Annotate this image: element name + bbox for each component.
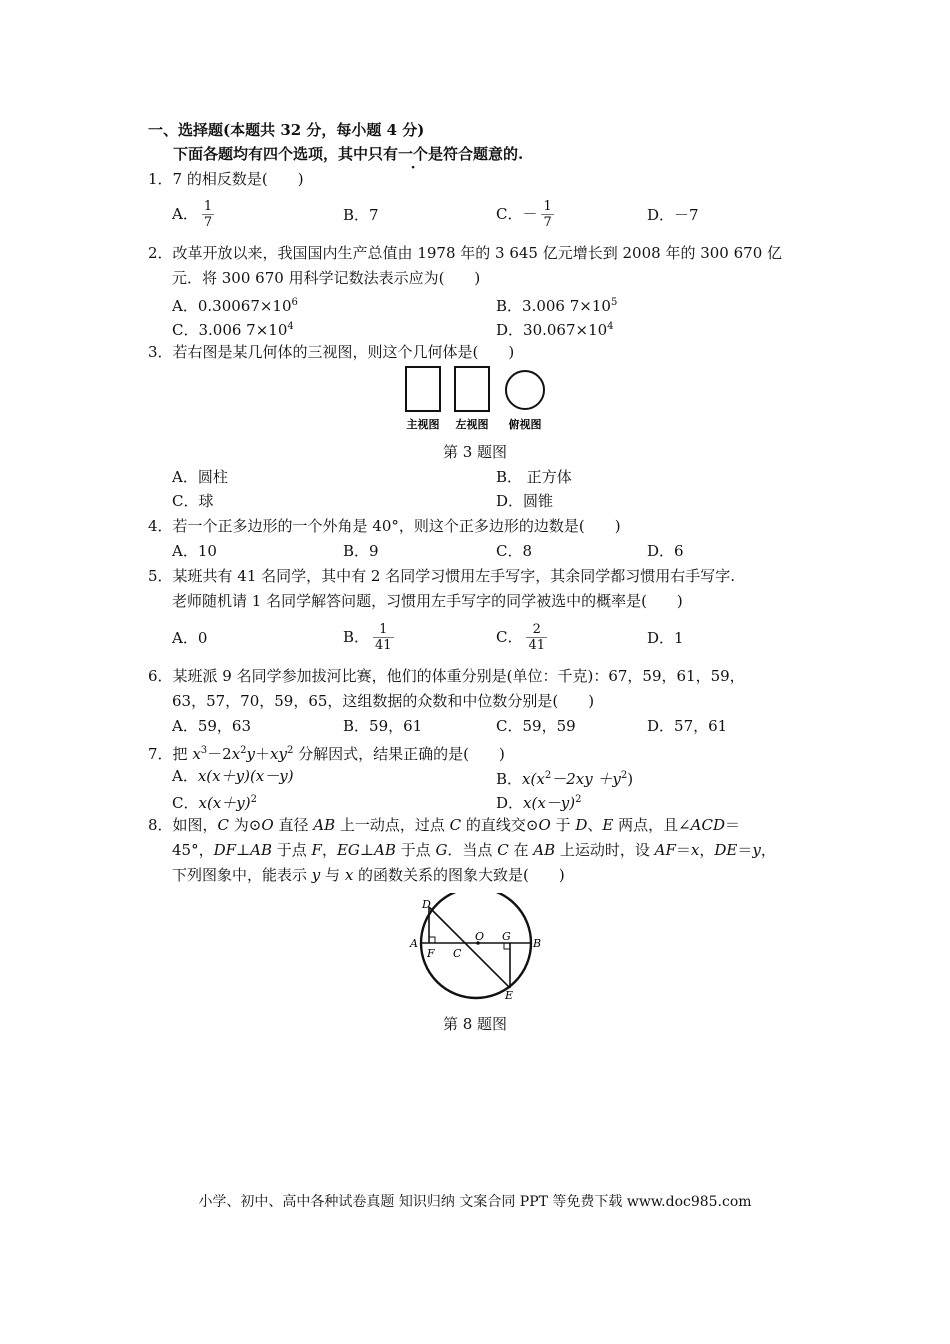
q1-option-d: D．－7	[647, 206, 699, 224]
q5-b-den: 41	[375, 638, 392, 653]
q8-l2-DF: DF	[213, 841, 237, 859]
top-view-label: 俯视图	[508, 418, 542, 431]
q7-var-x: x	[192, 745, 201, 763]
q5-c-label: C．	[496, 628, 523, 646]
label-c: C	[453, 947, 462, 960]
q8-l2-y: y	[752, 841, 761, 859]
q7-c-exp: 2	[250, 794, 257, 805]
q3-option-a: A．圆柱	[172, 468, 228, 486]
q7-b-expr-3: )	[627, 770, 634, 788]
q1-option-a	[172, 194, 214, 234]
q2-option-c	[172, 317, 294, 340]
q1-a-num: 1	[203, 199, 213, 214]
q2-b-exp: 5	[610, 297, 618, 308]
q8-l1-a: 8．如图，	[148, 816, 218, 834]
label-f: F	[427, 947, 435, 960]
q7-suffix: 分解因式，结果正确的是( )	[293, 745, 505, 763]
q7-exp-3: 3	[200, 745, 208, 756]
left-view-rect	[455, 367, 489, 411]
section-title: 一、选择题(本题共 32 分，每小题 4 分)	[148, 121, 425, 139]
q1-c-label: C．－	[496, 205, 538, 223]
q2-option-d	[496, 317, 614, 340]
q5-line1: 5．某班共有 41 名同学，其中有 2 名同学习惯用左手写字，其余同学都习惯用右手写字.	[148, 567, 736, 585]
q1-option-b: B．7	[343, 206, 379, 224]
q8-l2-G: G	[435, 841, 448, 859]
q8-line3	[172, 865, 565, 885]
q5-c-den: 41	[528, 638, 546, 653]
q8-caption: 第 8 题图	[442, 1015, 508, 1033]
q3-stem: 3．若右图是某几何体的三视图，则这个几何体是( )	[148, 343, 515, 361]
q7-a-label: A．	[172, 767, 198, 785]
q8-l2-g: ．当点	[447, 841, 498, 859]
q7-var-x2: x	[231, 745, 241, 763]
circle-figure	[400, 893, 550, 1008]
q8-l2-j: ＝	[675, 841, 691, 859]
q2-d-text: D．30.067×10	[496, 321, 608, 339]
q7-d-exp: 2	[575, 794, 582, 805]
q8-l1-O: O	[261, 816, 274, 834]
q8-l1-b: 为⊙	[229, 816, 262, 834]
label-d: D	[422, 898, 431, 911]
instruction-after: 是符合题意的.	[428, 145, 524, 163]
q8-l2-AB2: AB	[374, 841, 396, 859]
q6-option-c: C．59，59	[496, 717, 576, 735]
q8-l3-b: 与	[320, 866, 345, 884]
q3-option-d: D．圆锥	[496, 492, 554, 510]
q7-plus: ＋	[255, 745, 271, 763]
q2-line2: 元．将 300 670 用科学记数法表示应为( )	[172, 269, 481, 287]
q8-l2-DE: DE	[714, 841, 738, 859]
q8-l3-x: x	[344, 866, 354, 884]
q8-l1-C2: C	[449, 816, 462, 834]
front-view-label: 主视图	[406, 418, 440, 431]
q7-c-label: C．	[172, 794, 199, 812]
q8-l2-f: 于点	[395, 841, 436, 859]
q2-line1: 2．改革开放以来，我国国内生产总值由 1978 年的 3 645 亿元增长到 2008 年的 300 670 亿	[148, 244, 783, 262]
q8-l1-f: 于	[550, 816, 576, 834]
q7-exp-2b: 2	[286, 745, 294, 756]
q7-option-d	[496, 790, 582, 813]
q7-prefix: 7．把	[148, 745, 193, 763]
label-b: B	[533, 937, 542, 950]
q2-option-b	[496, 293, 617, 316]
q8-line2	[172, 840, 776, 860]
q8-l2-d: ，	[321, 841, 337, 859]
instruction-dotted: 一个	[398, 145, 429, 163]
q1-c-den: 7	[543, 215, 552, 230]
q1-option-c	[496, 194, 554, 234]
q7-option-b	[496, 766, 633, 789]
q6-option-d: D．57，61	[647, 717, 728, 735]
q5-line2: 老师随机请 1 名同学解答问题，习惯用左手写字的同学被选中的概率是( )	[172, 592, 683, 610]
q7-option-c	[172, 790, 257, 813]
q7-b-label: B．	[496, 770, 523, 788]
q3-option-c: C．球	[172, 492, 214, 510]
q5-b-label: B．	[343, 628, 370, 646]
q7-b-expr-1: x(x	[522, 770, 545, 788]
q4-stem: 4．若一个正多边形的一个外角是 40°，则这个正多边形的边数是( )	[148, 517, 621, 535]
q5-option-d: D．1	[647, 629, 684, 647]
q7-exp-2a: 2	[240, 745, 247, 756]
instruction-before: 下面各题均有四个选项，其中只有	[173, 145, 399, 163]
q8-l2-m: ，	[760, 841, 776, 859]
q8-l1-ACD: ACD	[690, 816, 726, 834]
q6-option-a: A．59，63	[172, 717, 252, 735]
q8-l1-O2: O	[538, 816, 551, 834]
q5-c-num: 2	[526, 622, 547, 638]
q8-l2-C: C	[497, 841, 509, 859]
q8-l1-D: D	[575, 816, 588, 834]
q8-l2-b: ⊥	[236, 841, 251, 859]
q1-c-num: 1	[543, 199, 552, 214]
q8-l2-AF: AF	[654, 841, 676, 859]
q5-b-fraction	[373, 622, 394, 654]
q8-l3-y: y	[311, 866, 321, 884]
q8-l1-h: 两点，且∠	[613, 816, 691, 834]
front-view-rect	[406, 367, 440, 411]
label-o: O	[475, 930, 485, 943]
q8-l1-c: 直径	[273, 816, 314, 834]
q5-b-num: 1	[373, 622, 394, 638]
q1-stem: 1．7 的相反数是( )	[148, 170, 304, 188]
q2-option-a	[172, 293, 298, 316]
q4-option-b: B．9	[343, 542, 379, 560]
q8-l1-g: 、	[587, 816, 603, 834]
circle-o	[421, 893, 531, 998]
q2-c-exp: 4	[287, 321, 294, 332]
q4-option-a: A．10	[172, 542, 217, 560]
q8-line1	[148, 815, 740, 835]
q1-a-label: A．	[172, 205, 198, 223]
q4-option-c: C．8	[496, 542, 533, 560]
q2-d-exp: 4	[607, 321, 614, 332]
q5-c-fraction	[526, 622, 547, 654]
q8-l2-e: ⊥	[359, 841, 375, 859]
q3-caption: 第 3 题图	[442, 443, 508, 461]
q7-stem	[148, 741, 505, 764]
q8-l2-h: 在	[508, 841, 534, 859]
q6-line2: 63，57，70，59，65，这组数据的众数和中位数分别是( )	[172, 692, 595, 710]
q8-l2-c: 于点	[272, 841, 312, 859]
label-g: G	[502, 930, 511, 943]
q2-b-text: B．3.006 7×10	[496, 297, 611, 315]
q7-option-a	[172, 766, 294, 786]
q7-b-exp-1: 2	[544, 770, 552, 781]
q8-l1-e: 的直线交⊙	[461, 816, 539, 834]
q8-l2-i: 上运动时，设	[555, 841, 655, 859]
q8-l3-a: 下列图象中，能表示	[172, 866, 312, 884]
top-view-circle	[506, 371, 544, 409]
q1-a-fraction	[202, 199, 214, 231]
q7-var-y: y	[246, 745, 256, 763]
q8-l2-EG: EG	[336, 841, 360, 859]
q7-c-expr: x(x＋y)	[198, 794, 251, 812]
q8-l2-AB3: AB	[533, 841, 556, 859]
q8-l1-E: E	[602, 816, 614, 834]
q3-option-b: B． 正方体	[496, 468, 572, 486]
left-view-label: 左视图	[455, 418, 489, 431]
q1-a-den: 7	[203, 215, 213, 230]
q1-c-fraction	[541, 199, 553, 231]
label-a: A	[410, 937, 418, 950]
right-angle-f	[429, 937, 435, 943]
q8-l1-d: 上一动点，过点	[335, 816, 450, 834]
q6-line1: 6．某班派 9 名同学参加拔河比赛，他们的体重分别是(单位：千克)：67，59，61，59，	[148, 667, 745, 685]
q7-d-label: D．	[496, 794, 524, 812]
q6-option-b: B．59，61	[343, 717, 423, 735]
three-view-figure	[398, 364, 558, 434]
q8-l2-a: 45°，	[172, 841, 214, 859]
q7-b-exp-2: 2	[620, 770, 628, 781]
right-angle-g	[504, 943, 510, 949]
q4-option-d: D．6	[647, 542, 684, 560]
section-instruction	[173, 144, 523, 164]
label-e: E	[505, 989, 514, 1002]
q7-minus-2: －2	[207, 745, 232, 763]
footer-text: 小学、初中、高中各种试卷真题 知识归纳 文案合同 PPT 等免费下载 www.doc985.com	[198, 1194, 752, 1210]
q8-l3-c: 的函数关系的图象大致是( )	[353, 866, 565, 884]
q5-option-b	[343, 617, 394, 657]
q8-l1-C: C	[217, 816, 230, 834]
q7-var-xy: xy	[270, 745, 287, 763]
q8-l2-AB: AB	[250, 841, 272, 859]
q2-c-text: C．3.006 7×10	[172, 321, 288, 339]
q7-d-expr: x(x－y)	[523, 794, 576, 812]
q2-a-text: A．0.30067×10	[172, 297, 292, 315]
q8-l2-x: x	[690, 841, 700, 859]
q7-a-expr: x(x＋y)(x－y)	[197, 767, 294, 785]
q2-a-exp: 6	[291, 297, 298, 308]
q8-l2-F: F	[311, 841, 322, 859]
line-de	[429, 907, 510, 988]
q8-l1-AB: AB	[313, 816, 336, 834]
q5-option-a: A．0	[172, 629, 208, 647]
q8-l2-k: ，	[699, 841, 715, 859]
q5-option-c	[496, 617, 547, 657]
q7-b-expr-2: －2xy ＋y	[551, 770, 621, 788]
q8-l2-l: ＝	[737, 841, 753, 859]
q8-l1-i: ＝	[725, 816, 741, 834]
